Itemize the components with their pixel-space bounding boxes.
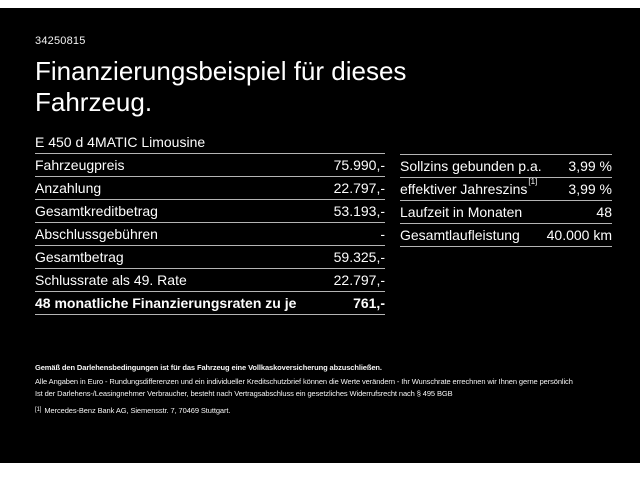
footnote-marker: [1] xyxy=(35,407,42,413)
row-value: 22.797,- xyxy=(333,180,385,196)
row-value: 75.990,- xyxy=(333,157,385,173)
row-label: Fahrzeugpreis xyxy=(35,157,125,173)
footnote-text: Mercedes-Benz Bank AG, Siemensstr. 7, 70469 Stuttgart. xyxy=(44,406,231,415)
row-label: Gesamtbetrag xyxy=(35,249,124,265)
row-label: Abschlussgebühren xyxy=(35,226,158,242)
table-row xyxy=(35,269,385,292)
table-row xyxy=(35,154,385,177)
row-label: 48 monatliche Finanzierungsraten zu je xyxy=(35,295,297,311)
legal-line-values: Alle Angaben in Euro - Rundungsdifferenzen und ein individueller Kreditschutzbrief können die Werte verändern - Ihr Wunschrate errechnen wir Ihnen gerne persönlich xyxy=(35,377,573,386)
monthly-rate-row xyxy=(35,292,385,315)
legal-text xyxy=(35,362,615,400)
table-row xyxy=(35,200,385,223)
row-label: effektiver Jahreszins[1] xyxy=(400,177,538,197)
financing-sheet xyxy=(0,8,640,463)
table-row xyxy=(400,224,612,247)
row-label: Gesamtlaufleistung xyxy=(400,227,520,243)
page-title: Finanzierungsbeispiel für dieses Fahrzeug. xyxy=(35,56,407,117)
row-label: Schlussrate als 49. Rate xyxy=(35,272,187,288)
vehicle-model-label: E 450 d 4MATIC Limousine xyxy=(35,134,206,150)
table-row xyxy=(400,178,612,201)
offer-number: 34250815 xyxy=(35,35,86,47)
bank-footnote xyxy=(35,406,230,415)
row-value: 761,- xyxy=(353,295,385,311)
row-value: 59.325,- xyxy=(333,249,385,265)
row-value: 48 xyxy=(596,204,612,220)
conditions-table xyxy=(400,154,612,247)
legal-line-withdrawal: Ist der Darlehens-/Leasingnehmer Verbraucher, besteht nach Vertragsabschluss ein gesetzliches Widerrufsrecht nach § 495 BGB xyxy=(35,389,453,398)
row-label: Gesamtkreditbetrag xyxy=(35,203,158,219)
row-value: 53.193,- xyxy=(333,203,385,219)
table-row xyxy=(35,177,385,200)
row-value: 40.000 km xyxy=(546,227,612,243)
table-row xyxy=(400,201,612,224)
table-row xyxy=(400,155,612,178)
legal-line-insurance: Gemäß den Darlehensbedingungen ist für das Fahrzeug eine Vollkaskoversicherung abzuschließen. xyxy=(35,363,382,372)
row-label: Anzahlung xyxy=(35,180,102,196)
row-value: 22.797,- xyxy=(333,272,385,288)
row-value: - xyxy=(380,226,385,242)
row-label: Laufzeit in Monaten xyxy=(400,204,523,220)
table-row xyxy=(35,223,385,246)
finance-table xyxy=(35,131,385,315)
footnote-marker: [1] xyxy=(528,177,538,187)
table-row xyxy=(35,246,385,269)
row-value: 3,99 % xyxy=(568,181,612,197)
row-label: Sollzins gebunden p.a. xyxy=(400,158,542,174)
vehicle-model-row xyxy=(35,131,385,154)
row-value: 3,99 % xyxy=(568,158,612,174)
